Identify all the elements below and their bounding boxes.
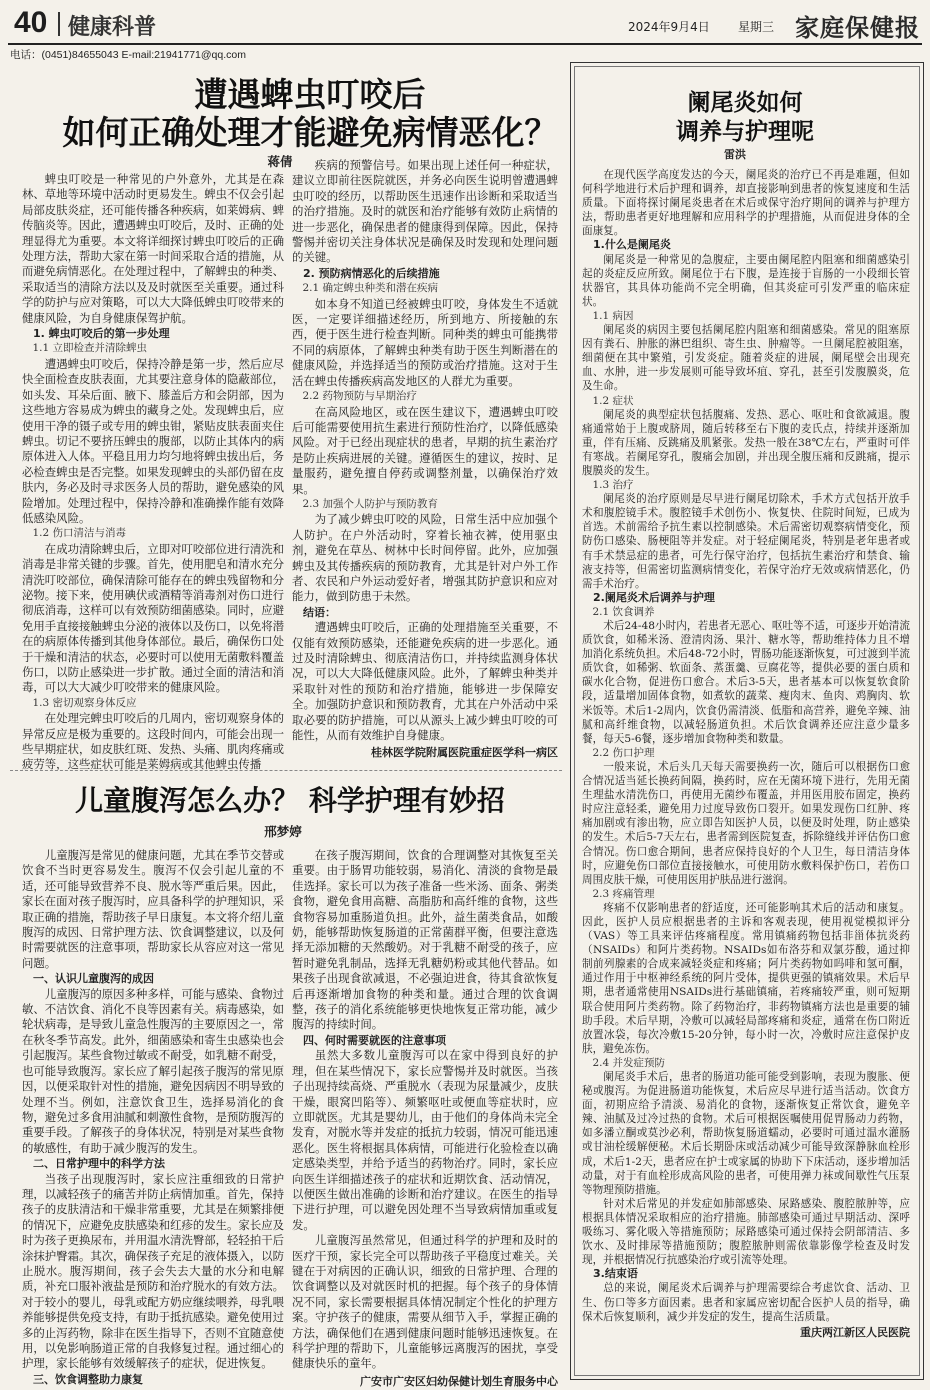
paragraph: 阑尾炎是一种常见的急腹症，主要由阑尾腔内阻塞和细菌感染引起的炎症反应所致。阑尾位于右下腹，是连接于盲肠的一小段细长管状器官，其具体功能尚不完全明确，但其炎症可引发严重的临床症状。: [582, 253, 910, 308]
paragraph: 阑尾炎的病因主要包括阑尾腔内阻塞和细菌感染。常见的阻塞原因有粪石、肿胀的淋巴组织、寄生虫、肿瘤等。一旦阑尾腔被阻塞，细菌便在其中繁殖，引发炎症。随着炎症的进展，阑尾壁会出现充血、水肿，进一步发展则可能导致坏疽、穿孔，甚至引发腹膜炎，危及生命。: [582, 324, 910, 393]
subsection-heading: 2.3 疼痛管理: [592, 887, 655, 900]
paragraph: 如本身不知道已经被蜱虫叮咬，身体发生不适就医，一定要详细描述经历，所到地方、所接触的东西，便于医生进行检查判断。同种类的蜱虫可能携带不同的病原体，了解蜱虫种类有助于医生判断潜在的健康风险，并选择适当的预防或治疗措施。这对于生活在蜱虫传播疾病高发地区的人群尤为重要。: [292, 296, 558, 388]
subsection-heading: 2.1 饮食调养: [592, 605, 655, 618]
article3-body: [582, 168, 910, 1368]
article3-author: 雷洪: [724, 148, 746, 161]
article1-title-line1: 遭遇蜱虫叮咬后: [194, 75, 426, 114]
paragraph: 在孩子腹泻期间，饮食的合理调整对其恢复至关重要。由于肠胃功能较弱，易消化、清淡的食物是最佳选择。家长可以为孩子准备一些米汤、面条、粥类食物，避免食用高糖、高脂肪和高纤维的食物，这些食物容易加重肠道负担。此外，益生菌类食品，如酸奶，能够帮助恢复肠道的正常菌群平衡，但要注意选择无添加糖的天然酸奶。对于乳糖不耐受的孩子，应暂时避免乳制品，选择无乳糖奶粉或其他代替品。如果孩子出现食欲减退，不必强迫进食，待其食欲恢复后再逐渐增加食物的种类和量。通过合理的饮食调整，孩子的消化系统能够更快地恢复正常功能，减少腹泻的持续时间。: [292, 848, 558, 1032]
paragraph: 疾病的预警信号。如果出现上述任何一种症状，建议立即前往医院就医，并务必向医生说明曾遭遇蜱虫叮咬的经历，以帮助医生迅速作出诊断和采取适当的治疗措施。及时的就医和治疗能够有效防止病情的进一步恶化，确保患者的健康得到保障。因此，保持警惕并密切关注身体状况是确保及时发现和处理问题的关键。: [292, 158, 558, 265]
subsection-heading: 2.4 并发症预防: [592, 1056, 666, 1069]
article2-author: 邢梦婷: [264, 824, 302, 839]
paragraph: 遭遇蜱虫叮咬后，保持冷静是第一步，然后应尽快全面检查皮肤表面，尤其要注意身体的隐蔽部位，如头发、耳朵后面、腋下、膝盖后方和会阴部，因为这些地方容易成为蜱虫的藏身之处。发现蜱虫后，应使用干净的镊子或专用的蜱虫钳，紧贴皮肤表面夹住蜱虫。切记不要挤压蜱虫的腹部，以防止其体内的病原体进入人体。平稳且用力均匀地将蜱虫拔出后，务必检查蜱虫是否完整。如果发现蜱虫的头部仍留在皮肤内，务必及时寻求医务人员的帮助，避免感染的风险增加。处理过程中，保持冷静和准确操作能有效降低感染风险。: [22, 356, 285, 525]
header-divider: [58, 12, 60, 36]
subsection-heading: 1.3 密切观察身体反应: [32, 696, 137, 709]
paragraph: 阑尾炎手术后，患者的肠道功能可能受到影响，表现为腹胀、便秘或腹泻。为促进肠道功能恢复，术后应尽早进行适当活动。饮食方面，初期应给予清淡、易消化的食物，逐渐恢复正常饮食，避免辛辣、油腻及过冷过热的食物。术后可根据医嘱使用促胃肠动力药物，如多潘立酮或莫沙必利，帮助恢复肠道蠕动，必要时可通过温水灌肠或甘油栓缓解便秘。术后长期卧床或活动减少可能导致深静脉血栓形成，术后1-2天，患者应在护士或家属的协助下下床活动，逐步增加活动量，对于有血栓形成高风险的患者，可使用弹力袜或间歇性气压泵等物理预防措施。: [582, 1071, 910, 1196]
paragraph: 虽然大多数儿童腹泻可以在家中得到良好的护理，但在某些情况下，家长应警惕并及时就医。当孩子出现持续高烧、严重脱水（表现为尿量减少，皮肤干燥，眼窝凹陷等）、频繁呕吐或便血等症状时，应立即就医。尤其是婴幼儿，由于他们的身体尚未完全发育，对脱水等并发症的抵抗力较弱，情况可能迅速恶化。医生将根据具体病情，可能进行化验检查以确定感染类型，并给予适当的药物治疗。同时，家长应向医生详细描述孩子的症状和近期饮食、活动情况，以便医生做出准确的诊断和治疗建议。在医生的指导下进行护理，可以避免因处理不当导致病情加重或复发。: [292, 1048, 558, 1232]
section-heading: 四、何时需要就医的注意事项: [303, 1033, 446, 1047]
paragraph: 疼痛不仅影响患者的舒适度，还可能影响其术后的活动和康复。因此，医护人员应根据患者的主诉和客观表现，使用视觉模拟评分（VAS）等工具来评估疼痛程度。常用镇痛药物包括非甾体抗炎药（NSAIDs）和阿片类药物。NSAIDs如布洛芬和双氯芬酸，通过抑制前列腺素的合成来减轻炎症和疼痛；阿片类药物如吗啡和氢可酮，通过作用于中枢神经系统的阿片受体，提供更强的镇痛效果。术后早期，患者通常使用NSAIDs进行基础镇痛，若疼痛较严重，则可短期联合使用阿片类药物。除了药物治疗，非药物镇痛方法也是重要的辅助手段。术后早期，冷敷可以减轻局部疼痛和炎症，通常在伤口附近放置冰袋，每次冷敷15-20分钟，每小时一次，冷敷时应注意保护皮肤，避免冻伤。: [582, 901, 910, 1055]
subsection-heading: 1.2 伤口清洁与消毒: [32, 527, 127, 540]
paragraph: 在成功清除蜱虫后，立即对叮咬部位进行清洗和消毒是非常关键的步骤。首先，使用肥皂和清水充分清洗叮咬部位，确保清除可能存在的蜱虫残留物和分泌物。接下来，使用碘伏或酒精等消毒剂对伤口进行彻底消毒，这样可以有效预防细菌感染。同时，应避免用手直接接触蜱虫分泌的液体以及伤口，以免将潜在的病原体传播到其他身体部位。最后，确保伤口处于干燥和清洁的状态，必要时可以使用无菌敷料覆盖伤口，以防止感染进一步扩散。通过全面的清洁和消毒，可以大大减少叮咬带来的健康风险。: [22, 541, 285, 695]
paragraph: 在处理完蜱虫叮咬后的几周内，密切观察身体的异常反应是极为重要的。这段时间内，可能会出现一些早期症状，如皮肤红斑、发热、头痛、肌肉疼痛或疲劳等，这些症状可能是莱姆病或其他蜱虫传播: [22, 711, 285, 772]
subsection-heading: 1.1 病因: [592, 309, 634, 322]
section-heading: 一、认识儿童腹泻的成因: [33, 972, 154, 986]
contact-line: 电话：(0451)84655043 E-mail:21941771@qq.com: [10, 49, 246, 61]
section-heading: 三、饮食调整助力康复: [33, 1372, 143, 1386]
paragraph: 当孩子出现腹泻时，家长应注重细致的日常护理，以减轻孩子的痛苦并防止病情加重。首先，保持孩子的皮肤清洁和干燥非常重要，尤其是在频繁排便的情况下，应避免皮肤感染和红疹的发生。家长应及时为孩子更换尿布，并用温水清洗臀部，轻轻拍干后涂抹护臀霜。其次，确保孩子充足的液体摄入，以防止脱水。腹泻期间，孩子会失去大量的水分和电解质，补充口服补液盐是预防和治疗脱水的有效方法。对于较小的婴儿，母乳或配方奶应继续喂养，母乳喂养能够提供免疫支持，有助于抵抗感染。避免使用过多的止泻药物，除非在医生指导下，否则不宜随意使用，以免影响肠道正常的自我修复过程。通过细心的护理，家长能够有效缓解孩子的症状，促进恢复。: [22, 1171, 284, 1371]
paragraph: 为了减少蜱虫叮咬的风险，日常生活中应加强个人防护。在户外活动时，穿着长袖衣裤，使用驱虫剂，避免在草丛、树林中长时间停留。此外，应加强蜱虫及其传播疾病的预防教育，尤其是针对户外工作者、农民和户外运动爱好者，增强其防护意识和应对能力，做到防患于未然。: [292, 512, 558, 604]
subsection-heading: 1.1 立即检查并清除蜱虫: [32, 342, 148, 355]
subsection-heading: 2.1 确定蜱虫种类和潜在疾病: [302, 282, 439, 295]
section-heading: 二、日常护理中的科学方法: [33, 1157, 165, 1171]
newspaper-name: 家庭保健报: [795, 13, 920, 42]
header-rule: [8, 43, 922, 45]
article1-column-2: [292, 158, 558, 760]
article1-column-1: [22, 172, 285, 772]
paragraph: 遭遇蜱虫叮咬后，正确的处理措施至关重要，不仅能有效预防感染，还能避免疾病的进一步恶化。通过及时清除蜱虫、彻底清洁伤口，并持续监测身体状况，可以大大降低健康风险。此外，了解蜱虫种类并采取针对性的预防和治疗措施，能够进一步保障安全。加强防护意识和预防教育，尤其在户外活动中采取必要的防护措施，可以从源头上减少蜱虫叮咬的可能性，从而有效维护自身健康。: [292, 620, 558, 743]
author-affiliation: 广安市广安区妇幼保健计划生育服务中心: [360, 1374, 558, 1388]
article2-title: 儿童腹泻怎么办？ 科学护理有妙招: [75, 784, 505, 817]
paragraph: 在高风险地区，或在医生建议下，遭遇蜱虫叮咬后可能需要使用抗生素进行预防性治疗，以降低感染风险。对于已经出现症状的患者，早期的抗生素治疗是防止疾病进展的关键。遵循医生的建议，按时、足量服药，避免擅自停药或调整剂量，以确保治疗效果。: [292, 404, 558, 496]
article3-title-line1: 阑尾炎如何: [687, 89, 803, 116]
paragraph: 总的来说，阑尾炎术后调养与护理需要综合考虑饮食、活动、卫生、伤口等多方面因素。患者和家属应密切配合医护人员的指导，确保术后恢复顺利，减少并发症的发生，提高生活质量。: [582, 1282, 910, 1323]
paragraph: 术后24-48小时内，若患者无恶心、呕吐等不适，可逐步开始清流质饮食，如稀米汤、澄清肉汤、果汁、糖水等，帮助维持体力且不增加消化系统负担。术后48-72小时，胃肠功能逐渐恢复，可过渡到半流质饮食，如稀粥、软面条、蒸蛋羹、豆腐花等，提供必要的蛋白质和碳水化合物，促进伤口愈合。术后3-5天，患者基本可以恢复软食阶段，适量增加固体食物，如煮软的蔬菜、瘦肉末、鱼肉、鸡胸肉、软米饭等。术后1-2周内，饮食仍需清淡、低脂和高营养，避免辛辣、油腻和高纤维食物，以减轻肠道负担。术后饮食调养还应注意少量多餐，每天5-6餐，逐步增加食物种类和数量。: [582, 620, 910, 745]
section-name: 健康科普: [68, 15, 157, 40]
section-heading: 1.什么是阑尾炎: [593, 238, 671, 252]
issue-date: 2024年9月4日: [628, 20, 710, 34]
article-divider: [10, 770, 562, 771]
paragraph: 儿童腹泻的原因多种多样，可能与感染、食物过敏、不洁饮食、消化不良等因素有关。病毒感染，如轮状病毒，是导致儿童急性腹泻的主要原因之一，常在秋冬季节高发。此外，细菌感染和寄生虫感染也会引起腹泻。某些食物过敏或不耐受，如乳糖不耐受，也可能导致腹泻。家长应了解引起孩子腹泻的常见原因，以便采取针对性的措施，避免因病因不明导致的处理不当。例如，注意饮食卫生，选择易消化的食物，避免过多食用油腻和刺激性食物，是预防腹泻的重要手段。了解孩子的身体状况，特别是对某些食物的敏感性，有助于减少腹泻的发生。: [22, 986, 285, 1155]
article1-author: 蒋倩: [267, 154, 293, 169]
subsection-heading: 2.3 加强个人防护与预防教育: [302, 497, 439, 510]
paragraph: 儿童腹泻是常见的健康问题，尤其在季节交替或饮食不当时更容易发生。腹泻不仅会引起儿童的不适，还可能导致营养不良、脱水等严重后果。因此，家长在面对孩子腹泻时，应具备科学的护理知识，采取正确的措施，帮助孩子早日康复。本文将介绍儿童腹泻的成因、日常护理方法、饮食调整建议，以及何时需要就医的注意事项，帮助家长从容应对这一常见问题。: [22, 848, 285, 970]
section-heading: 2.阑尾炎术后调养与护理: [593, 590, 715, 604]
subsection-heading: 1.2 症状: [592, 394, 634, 407]
article2-column-2: [292, 848, 558, 1388]
paragraph: 阑尾炎的治疗原则是尽早进行阑尾切除术，手术方式包括开放手术和腹腔镜手术。腹腔镜手术创伤小、恢复快、住院时间短，已成为首选。术前需给予抗生素以控制感染。术后需密切观察病情变化，预防伤口感染、肠梗阻等并发症。对于轻症阑尾炎，特别是老年患者或有手术禁忌症的患者，可先行保守治疗，包括抗生素治疗和禁食、输液支持等，但需密切监测病情变化，若保守治疗无效或病情恶化，仍需手术治疗。: [582, 493, 910, 590]
section-heading: 1. 蜱虫叮咬后的第一步处理: [33, 327, 170, 341]
article1-title-line2: 如何正确处理才能避免病情恶化？: [62, 113, 558, 152]
page-number: 40: [14, 6, 48, 39]
subsection-heading: 2.2 伤口护理: [592, 746, 655, 759]
article2-column-1: [22, 848, 285, 1386]
issue-weekday: 星期三: [738, 20, 775, 34]
section-heading: 2. 预防病情恶化的后续措施: [303, 266, 440, 280]
author-affiliation: 重庆两江新区人民医院: [800, 1325, 910, 1339]
section-heading: 3.结束语: [593, 1267, 638, 1281]
paragraph: 蜱虫叮咬是一种常见的户外意外，尤其是在森林、草地等环境中活动时更易发生。蜱虫不仅会引起局部皮肤炎症，还可能传播各种疾病，如莱姆病、蜱传脑炎等。因此，遭遇蜱虫叮咬后，及时、正确的处理显得尤为重要。本文将详细探讨蜱虫叮咬后的正确处理方法，帮助大家在第一时间采取合适的措施，从而避免病情恶化。在处理过程中，了解蜱虫的种类、采取适当的清除方法以及及时就医至关重要。通过科学的防护与应对策略，可以大大降低蜱虫叮咬带来的健康风险，为自身健康保驾护航。: [22, 172, 284, 325]
paragraph: 一般来说，术后头几天每天需要换药一次，随后可以根据伤口愈合情况适当延长换药间隔，换药时，应在无菌环境下进行，先用无菌生理盐水清洗伤口，再使用无菌纱布覆盖，并用医用胶布固定，换药时应注意轻柔，避免用力过度导致伤口裂开。如果发现伤口红肿、疼痛加剧或有渗出物，应立即告知医护人员，以便及时处理，防止感染的发生。术后5-7天左右，患者需到医院复查，拆除缝线并评估伤口愈合情况。伤口愈合期间，患者应保持良好的个人卫生，每日清洁身体时，应避免伤口部位直接接触水，可使用防水敷料保护伤口，若伤口周围皮肤干燥，可使用医用护肤品进行滋润。: [582, 760, 910, 886]
article3-title-line2: 调养与护理呢: [676, 118, 814, 145]
paragraph: 针对术后常见的并发症如肺部感染、尿路感染、腹腔脓肿等，应根据具体情况采取相应的治疗措施。肺部感染可通过早期活动、深呼吸练习、雾化吸入等措施预防；尿路感染可通过保持会阴部清洁、多饮水、及时排尿等措施预防；腹腔脓肿则需依靠影像学检查及时发现，并根据情况行抗感染治疗或引流等处理。: [582, 1197, 910, 1267]
page-header: [8, 6, 922, 40]
section-heading: 结语：: [303, 605, 336, 619]
subsection-heading: 2.2 药物预防与早期治疗: [302, 390, 418, 403]
paragraph: 在现代医学高度发达的今天，阑尾炎的治疗已不再是难题，但如何科学地进行术后护理和调养，却直接影响到患者的恢复速度和生活质量。下面将探讨阑尾炎患者在术后或保守治疗期间的调养与护理方法，帮助患者更好地理解和应用科学的护理措施，从而促进身体的全面康复。: [582, 169, 910, 238]
subsection-heading: 1.3 治疗: [592, 479, 634, 492]
paragraph: 儿童腹泻虽然常见，但通过科学的护理和及时的医疗干预，家长完全可以帮助孩子平稳度过难关。关键在于对病因的正确认识，细致的日常护理、合理的饮食调整以及对就医时机的把握。每个孩子的身体情况不同，家长需要根据具体情况制定个性化的护理方案。守护孩子的健康，需要从细节入手，掌握正确的方法，确保他们在遇到健康问题时能够迅速恢复。在科学护理的帮助下，儿童能够远离腹泻的困扰，享受健康快乐的童年。: [292, 1233, 558, 1371]
author-affiliation: 桂林医学院附属医院重症医学科一病区: [371, 746, 558, 760]
paragraph: 阑尾炎的典型症状包括腹痛、发热、恶心、呕吐和食欲减退。腹痛通常始于上腹或脐周，随后转移至右下腹的麦氏点，持续并逐渐加重，伴有压痛、反跳痛及肌紧张。发热一般在38℃左右，严重时可伴有寒战。若阑尾穿孔，腹痛会加剧，并出现全腹压痛和反跳痛，提示腹膜炎的发生。: [582, 408, 910, 477]
